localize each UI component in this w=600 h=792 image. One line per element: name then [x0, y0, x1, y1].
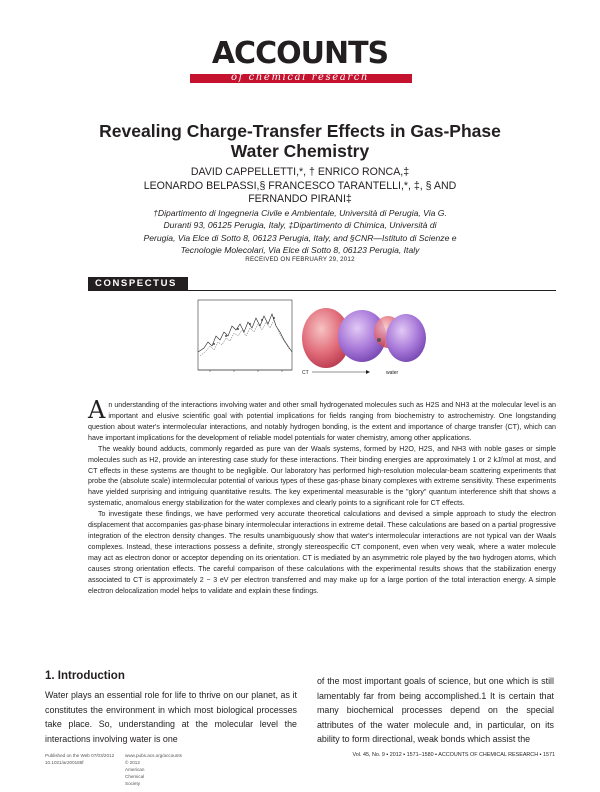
plot-frame [198, 300, 292, 370]
affiliation-line-2: Duranti 93, 06125 Perugia, Italy, ‡Dipartimento di Chimica, Università di [163, 220, 437, 231]
figure-label-ct: CT [302, 370, 309, 376]
authors-line-1: DAVID CAPPELLETTI,*, † ENRICO RONCA,‡ [190, 166, 410, 178]
affiliation-line-3: Perugia, Via Elce di Sotto 8, 06123 Perugia, Italy, and §CNR—Istituto di Scienze e [143, 232, 457, 243]
footer-line-1 [45, 752, 182, 759]
footer-line-2 [45, 759, 145, 786]
ct-arrow [312, 370, 370, 374]
affiliations [125, 207, 475, 256]
footer-doi[interactable]: 10.1021/ar200185f [45, 760, 84, 765]
drop-cap: A [88, 396, 106, 424]
glory-plot [198, 300, 292, 372]
figure-label-water: water [386, 370, 399, 376]
authors-line-3: FERNANDO PIRANI‡ [248, 193, 352, 205]
conspectus-paragraph-2: The weakly bound adducts, commonly regarded as pure van der Waals systems, formed by H2O, H2S, and NH3 with noble gases or simple molecules such as H2, provide an interesting case study for these interactions. Their binding energies are approximately 1 or 2 kJ/mol at most, and CT effects in these systems are thought to be negligible. Our laboratory has performed high-resolution molecular-beam scattering experiments that probe the (absolute scale) intermolecular potential of various types of these gas-phase binary complexes with extreme sensitivity. These experiments have yielded surprising and intriguing quantitative results. The key experimental measurable is the "glory" quantum interference shift that shows a systematic, anomalous energy stabilization for the water complexes and clearly points to a significant role for CT effects. [88, 444, 556, 508]
conspectus-figure [174, 296, 444, 388]
conspectus-paragraph-1 [88, 396, 556, 444]
body-column-2: of the most important goals of science, but one which is still lamentably far from being accomplished.1 It is certain that many biochemical processes depend on the special attributes of the water molecule and, in particular, on its ability to form directional, weak bonds which assist the [317, 676, 554, 745]
affiliation-line-4: Tecnologie Molecolari, Via Elce di Sotto 8, 06123 Perugia, Italy [180, 244, 420, 255]
plot-trace-1 [198, 314, 292, 352]
received-date: RECEIVED ON FEBRUARY 29, 2012 [245, 256, 355, 263]
plot-points [213, 317, 275, 345]
affiliation-line-1: †Dipartimento di Ingegneria Civile e Ambientale, Università di Perugia, Via G. [153, 208, 447, 218]
title-line-1: Revealing Charge-Transfer Effects in Gas-Phase [99, 121, 501, 141]
purple-lobe-right [386, 314, 426, 362]
footer-copyright: © 2012 American Chemical Society [125, 760, 145, 786]
author-list [120, 166, 480, 207]
title-line-2: Water Chemistry [230, 141, 370, 161]
footer-url[interactable]: www.pubs.acs.org/accounts [125, 753, 182, 758]
conspectus-paragraph-3: To investigate these findings, we have performed very accurate theoretical calculations and devised a simple approach to study the electron displacement that accompanies gas-phase binary intermolecular interactions in extreme detail. These calculations are based on a partial progressive integration of the electron density changes. The results unambiguously show that water's intermolecular interactions are not typical van der Waals complexes. Instead, these interactions possess a definite, strongly stereospecific CT component, even when very weak, where a water molecule may act as electron donor or acceptor depending on its orientation. CT is mediated by an asymmetric role played by the two hydrogen atoms, which causes strong orientation effects. The careful comparison of these calculations with the experimental results shows that the stabilization energy associated to CT is approximately 2 − 3 eV per electron transferred and may make up for a large portion of the total interaction energy. A simple electron delocalization model helps to validate and explain these findings. [88, 510, 556, 595]
journal-masthead [0, 38, 600, 90]
conspectus-label: CONSPECTUS [95, 278, 177, 289]
article-title [60, 121, 540, 161]
journal-subtitle: of chemical research [230, 72, 369, 83]
footer-published: Published on the Web 07/03/2012 [45, 753, 115, 758]
conspectus-text [88, 396, 556, 597]
body-column-1: Water plays an essential role for life to thrive on our planet, as it constitutes the environment in which most biological processes take place. So, understanding at the molecular level the interactions involving water is one [45, 690, 297, 744]
authors-line-2: LEONARDO BELPASSI,§ FRANCESCO TARANTELLI,*, ‡, § AND [143, 179, 457, 192]
atom-center [377, 338, 381, 342]
section-heading: 1. Introduction [45, 670, 125, 682]
journal-subtitle-row [0, 71, 600, 85]
footer-publication-info [45, 752, 182, 786]
conspectus-rule [188, 290, 556, 291]
conspectus-paragraph-1-text: n understanding of the interactions involving water and other small hydrogenated molecules such as H2S and NH3 at the molecular level is an important and elusive scientific goal with potential implications for fields ranging from biochemistry to astrochemistry. One longstanding question about water's intermolecular interactions, and notably hydrogen bonding, is the extent and importance of charge transfer (CT), which can have important implications for the development of reliable model potentials for water chemistry, among other applications. [88, 401, 556, 442]
journal-name: ACCOUNTS [211, 36, 389, 71]
footer-citation: Vol. 45, No. 9 ▪ 2012 ▪ 1571–1580 ▪ ACCOUNTS OF CHEMICAL RESEARCH ▪ 1571 [352, 752, 555, 758]
plot-trace-2 [200, 320, 290, 356]
charge-density-render [302, 308, 426, 368]
